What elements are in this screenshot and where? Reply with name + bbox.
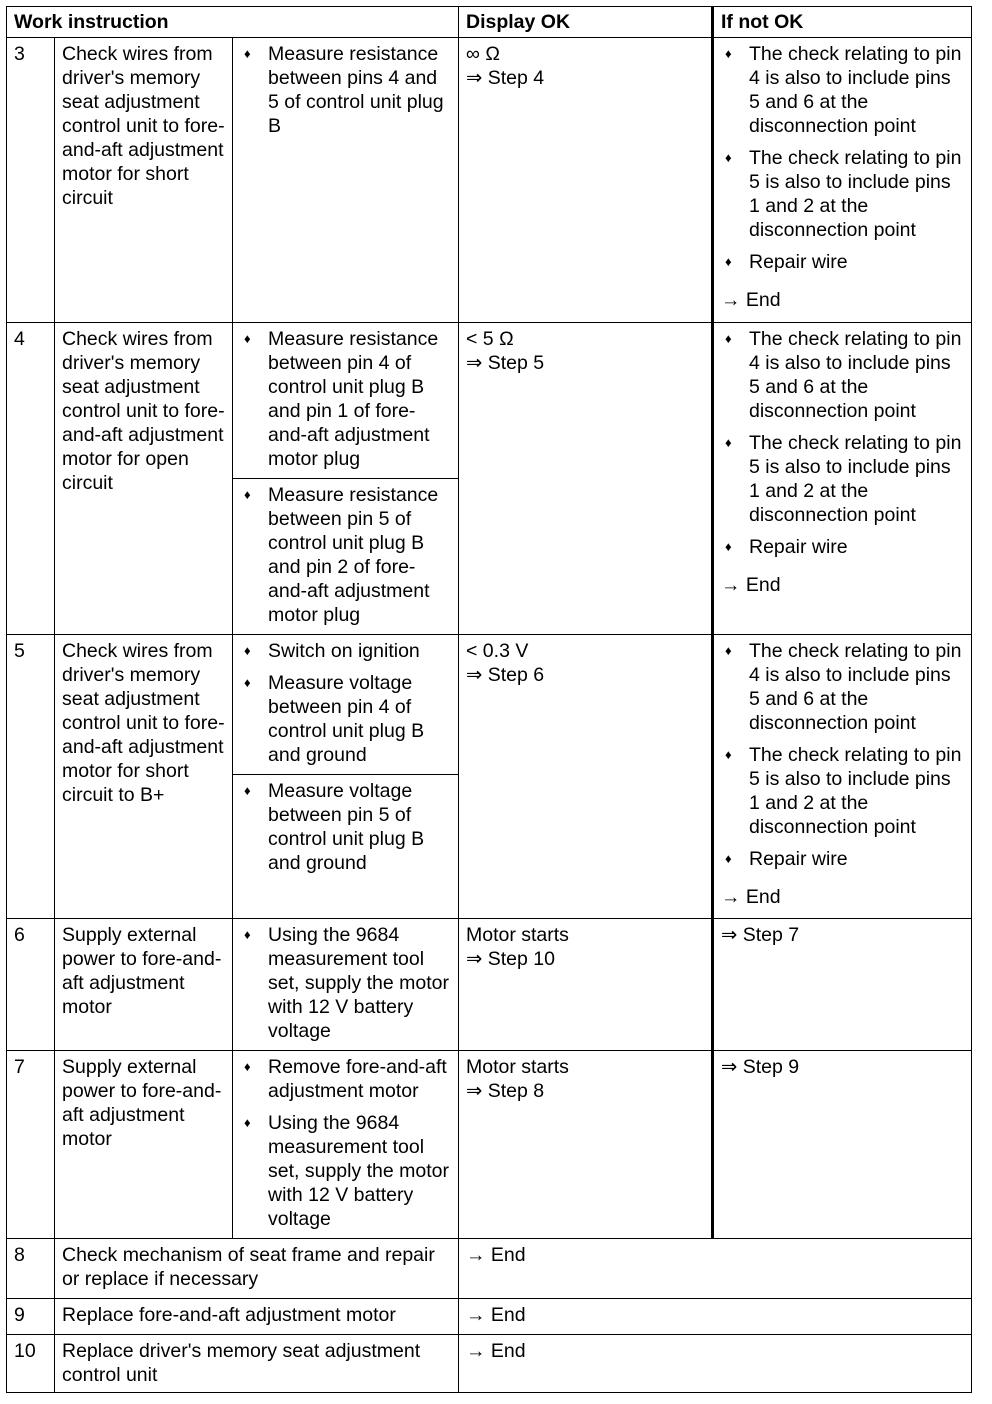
step-result: → End xyxy=(459,1299,972,1335)
step-result: → End xyxy=(459,1239,972,1299)
not-ok-end: → End xyxy=(721,886,781,908)
not-ok-item: ♦ Repair wire xyxy=(721,250,965,274)
not-ok-item: ♦ The check relating to pin 5 is also to include pins 1 and 2 at the disconnection point xyxy=(721,146,965,242)
table-row xyxy=(7,635,972,775)
ok-next-step: ⇒ Step 10 xyxy=(466,948,555,970)
not-ok-item: ♦ The check relating to pin 4 is also to include pins 5 and 6 at the disconnection point xyxy=(721,327,965,423)
action-list xyxy=(240,327,452,471)
ok-value: Motor starts xyxy=(466,1056,569,1078)
not-ok-end: → End xyxy=(721,574,781,596)
step-5-group xyxy=(7,635,972,919)
action-item: ♦ Using the 9684 measurement tool set, supply the motor with 12 V battery voltage xyxy=(240,1111,452,1231)
step-task: Replace driver's memory seat adjustment control unit xyxy=(55,1335,459,1393)
display-ok-cell xyxy=(459,38,713,323)
step-number: 10 xyxy=(7,1335,55,1393)
step-6-group xyxy=(7,919,972,1051)
not-ok-item: ♦ The check relating to pin 5 is also to include pins 1 and 2 at the disconnection point xyxy=(721,743,965,839)
step-7-group xyxy=(7,1051,972,1239)
not-ok-cell xyxy=(713,38,972,323)
step-number: 4 xyxy=(7,323,55,635)
action-item: ♦ Measure resistance between pin 4 of control unit plug B and pin 1 of fore-and-aft adjustment motor plug xyxy=(240,327,452,471)
header-if-not-ok: If not OK xyxy=(713,7,972,38)
action-list xyxy=(240,1055,452,1231)
not-ok-item: ♦ The check relating to pin 4 is also to include pins 5 and 6 at the disconnection point xyxy=(721,42,965,138)
step-4-group xyxy=(7,323,972,635)
step-task: Check mechanism of seat frame and repair or replace if necessary xyxy=(55,1239,459,1299)
not-ok-list xyxy=(721,42,965,274)
table-row xyxy=(7,1239,972,1299)
step-number: 8 xyxy=(7,1239,55,1299)
table-row xyxy=(7,1299,972,1335)
display-ok-cell xyxy=(459,919,713,1051)
step-number: 6 xyxy=(7,919,55,1051)
not-ok-cell xyxy=(713,323,972,635)
ok-next-step: ⇒ Step 4 xyxy=(466,67,545,89)
header-row xyxy=(7,7,972,38)
table-row xyxy=(7,1335,972,1393)
ok-value: Motor starts xyxy=(466,924,569,946)
step-task: Check wires from driver's memory seat adjustment control unit to fore-and-aft adjustment motor for open circuit xyxy=(55,323,233,635)
table-row xyxy=(7,919,972,1051)
step-result: → End xyxy=(459,1335,972,1393)
action-item: ♦ Measure resistance between pins 4 and 5 of control unit plug B xyxy=(240,42,452,138)
ok-next-step: ⇒ Step 8 xyxy=(466,1080,545,1102)
action-item: ♦ Switch on ignition xyxy=(240,639,452,663)
action-list xyxy=(240,923,452,1043)
not-ok-item: ♦ Repair wire xyxy=(721,535,965,559)
final-steps-group xyxy=(7,1239,972,1393)
not-ok-item: ♦ The check relating to pin 4 is also to include pins 5 and 6 at the disconnection point xyxy=(721,639,965,735)
not-ok-list xyxy=(721,327,965,559)
step-number: 3 xyxy=(7,38,55,323)
not-ok-cell xyxy=(713,1051,972,1239)
step-actions xyxy=(233,323,459,479)
action-list xyxy=(240,483,452,627)
ok-value: < 5 Ω xyxy=(466,328,514,350)
table-row xyxy=(7,1051,972,1239)
step-task: Check wires from driver's memory seat adjustment control unit to fore-and-aft adjustment motor for short circuit to B+ xyxy=(55,635,233,919)
action-list xyxy=(240,779,452,875)
step-task: Check wires from driver's memory seat adjustment control unit to fore-and-aft adjustment motor for short circuit xyxy=(55,38,233,323)
action-list xyxy=(240,639,452,767)
step-task: Replace fore-and-aft adjustment motor xyxy=(55,1299,459,1335)
action-item: ♦ Using the 9684 measurement tool set, supply the motor with 12 V battery voltage xyxy=(240,923,452,1043)
not-ok-cell xyxy=(713,635,972,919)
ok-value: ∞ Ω xyxy=(466,43,500,65)
not-ok-next-step: ⇒ Step 7 xyxy=(721,924,800,946)
table-row xyxy=(7,38,972,323)
step-actions xyxy=(233,775,459,919)
step-number: 9 xyxy=(7,1299,55,1335)
step-task: Supply external power to fore-and-aft adjustment motor xyxy=(55,1051,233,1239)
header-display-ok: Display OK xyxy=(459,7,713,38)
not-ok-end: → End xyxy=(721,289,781,311)
ok-next-step: ⇒ Step 5 xyxy=(466,352,545,374)
action-item: ♦ Measure voltage between pin 5 of control unit plug B and ground xyxy=(240,779,452,875)
not-ok-next-step: ⇒ Step 9 xyxy=(721,1056,800,1078)
action-item: ♦ Measure voltage between pin 4 of control unit plug B and ground xyxy=(240,671,452,767)
step-actions xyxy=(233,38,459,323)
work-instruction-table xyxy=(6,6,972,1393)
step-actions xyxy=(233,479,459,635)
display-ok-cell xyxy=(459,635,713,919)
step-number: 7 xyxy=(7,1051,55,1239)
step-3-group xyxy=(7,38,972,323)
step-number: 5 xyxy=(7,635,55,919)
display-ok-cell xyxy=(459,1051,713,1239)
not-ok-item: ♦ Repair wire xyxy=(721,847,965,871)
ok-value: < 0.3 V xyxy=(466,640,529,662)
table-row xyxy=(7,323,972,479)
step-actions xyxy=(233,919,459,1051)
step-actions xyxy=(233,1051,459,1239)
step-task: Supply external power to fore-and-aft adjustment motor xyxy=(55,919,233,1051)
step-actions xyxy=(233,635,459,775)
not-ok-cell xyxy=(713,919,972,1051)
action-item: ♦ Measure resistance between pin 5 of control unit plug B and pin 2 of fore-and-aft adjustment motor plug xyxy=(240,483,452,627)
ok-next-step: ⇒ Step 6 xyxy=(466,664,545,686)
not-ok-list xyxy=(721,639,965,871)
not-ok-item: ♦ The check relating to pin 5 is also to include pins 1 and 2 at the disconnection point xyxy=(721,431,965,527)
action-list xyxy=(240,42,452,138)
display-ok-cell xyxy=(459,323,713,635)
header-work-instruction: Work instruction xyxy=(7,7,459,38)
action-item: ♦ Remove fore-and-aft adjustment motor xyxy=(240,1055,452,1103)
